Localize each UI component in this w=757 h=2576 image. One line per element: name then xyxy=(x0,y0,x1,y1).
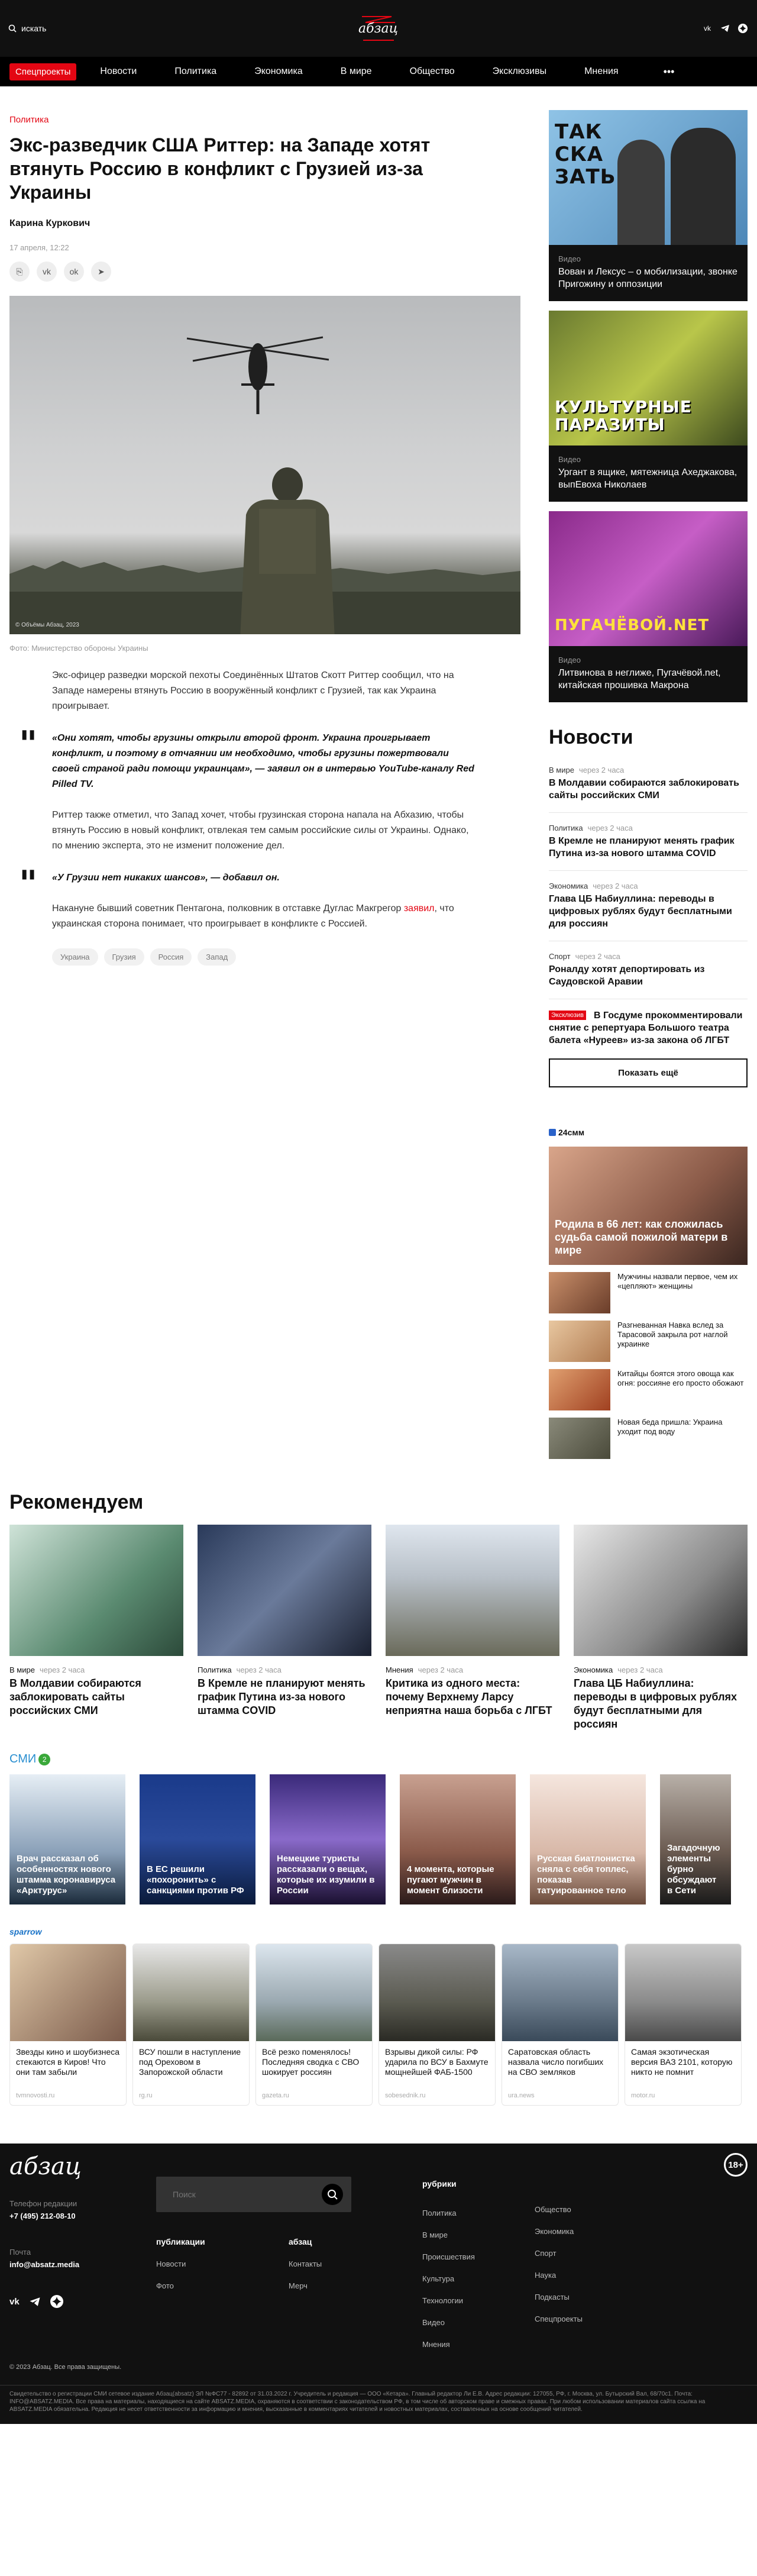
video-thumbnail xyxy=(549,511,748,646)
recommend-rubric: Политика xyxy=(198,1665,232,1674)
recommend-title: В Молдавии собираются заблокировать сайты российских СМИ xyxy=(9,1677,141,1716)
sparrow-widget xyxy=(0,1944,757,2106)
smi-item[interactable] xyxy=(549,1369,748,1410)
article-title: Экс-разведчик США Риттер: на Западе хотят втянуть Россию в конфликт с Грузией из-за Украины xyxy=(9,134,431,203)
footer-search xyxy=(156,2177,351,2212)
footer-col-heading: публикации xyxy=(156,2237,205,2246)
age-badge: 18+ xyxy=(724,2153,748,2177)
sparrow-title: Взрывы дикой силы: РФ ударила по ВСУ в Бахмуте мощнейшей ФАБ-1500 xyxy=(385,2047,489,2077)
sparrow-card[interactable] xyxy=(132,1944,250,2106)
smi2-card-title: Загадочную элементы бурно обсуждают в Сети xyxy=(667,1843,720,1896)
tag-georgia[interactable]: Грузия xyxy=(104,948,144,966)
smi-item-title: Новая беда пришла: Украина уходит под воду xyxy=(617,1418,723,1436)
search-icon xyxy=(322,2184,343,2205)
recommend-title: Критика из одного места: почему Верхнему Ларсу неприятна наша борьба с ЛГБТ xyxy=(386,1677,552,1716)
news-rubric: Политика xyxy=(549,824,583,832)
footer-rubrics-2 xyxy=(535,2205,583,2336)
smi-feature-title: Родила в 66 лет: как сложилась судьба самой пожилой матери в мире xyxy=(555,1218,728,1256)
smi-item[interactable] xyxy=(549,1272,748,1313)
footer-rubrics xyxy=(422,2179,475,2362)
smi-thumbnail xyxy=(549,1369,610,1410)
news-item[interactable] xyxy=(549,882,748,941)
footer-link-podcasts[interactable]: Подкасты xyxy=(535,2293,570,2301)
news-time: через 2 часа xyxy=(593,882,638,890)
share-buttons xyxy=(9,262,520,282)
smi2-logo-num: 2 xyxy=(38,1754,50,1765)
footer-link-photo[interactable]: Фото xyxy=(156,2281,174,2290)
smi-item-title: Разгневанная Навка вслед за Тарасовой закрыла рот наглой украинке xyxy=(617,1321,728,1348)
smi2-card[interactable] xyxy=(270,1774,386,1904)
smi-item-title: Китайцы боятся этого овоща как огня: россияне его просто обожают xyxy=(617,1369,744,1387)
video-thumbnail xyxy=(549,110,748,245)
sparrow-image xyxy=(10,1944,126,2041)
smi2-card-title: Врач рассказал об особенностях нового штамма коронавируса «Арктурус» xyxy=(17,1854,116,1896)
nav-item-exclusive[interactable]: Эксклюзивы xyxy=(492,66,547,76)
news-item[interactable] xyxy=(549,952,748,999)
footer-link-economy[interactable]: Экономика xyxy=(535,2227,574,2236)
search-toggle[interactable] xyxy=(8,24,46,33)
telegram-share-icon[interactable]: ➤ xyxy=(91,262,111,282)
recommend-time: через 2 часа xyxy=(617,1665,663,1674)
smi-thumbnail xyxy=(549,1272,610,1313)
sparrow-title: Всё резко поменялось! Последняя сводка с СВО шокирует россиян xyxy=(262,2047,360,2077)
search-icon xyxy=(8,24,17,33)
video-overlay-text: ПУГАЧЁВОЙ.NET xyxy=(555,616,710,634)
footer-copyright: © 2023 Абзац. Все права защищены. xyxy=(9,2364,122,2371)
smi-thumbnail xyxy=(549,1418,610,1459)
footer-absatz xyxy=(289,2237,322,2303)
smi2-card[interactable] xyxy=(660,1774,731,1904)
news-title: В Госдуме прокомментировали снятие с репертуара Большого театра балета «Нуреев» из-за закона об ЛГБТ xyxy=(549,1011,743,1045)
paragraph-3-link[interactable]: заявил xyxy=(403,903,435,913)
smi-item[interactable] xyxy=(549,1418,748,1459)
video-title: Ургант в ящике, мятежница Ахеджакова, выпЕвоха Николаев xyxy=(558,467,737,490)
telegram-icon[interactable] xyxy=(719,22,731,34)
smi-item-title: Мужчины назвали первое, чем их «цепляют» женщины xyxy=(617,1272,738,1290)
smi-widget-logo xyxy=(549,1128,748,1137)
footer-search-button[interactable] xyxy=(322,2184,343,2205)
footer-contacts xyxy=(9,2199,79,2308)
sparrow-source: ura.news xyxy=(508,2092,535,2099)
footer-link-society[interactable]: Общество xyxy=(535,2205,571,2214)
sparrow-source: motor.ru xyxy=(631,2092,655,2099)
footer-link-special[interactable]: Спецпроекты xyxy=(535,2314,583,2323)
sparrow-logo: sparrow xyxy=(9,1927,42,1936)
vk-share-icon[interactable]: vk xyxy=(37,262,57,282)
recommend-list xyxy=(0,1525,757,1731)
tag-west[interactable]: Запад xyxy=(198,948,236,966)
recommend-title: Глава ЦБ Набиуллина: переводы в цифровых рублях будут бесплатными для россиян xyxy=(574,1677,737,1730)
smi2-card-title: Немецкие туристы рассказали о вещах, которые их изумили в России xyxy=(277,1854,375,1896)
sparrow-image xyxy=(625,1944,741,2041)
recommend-title: В Кремле не планируют менять график Путина из-за нового штамма COVID xyxy=(198,1677,365,1716)
footer-socials xyxy=(9,2295,79,2308)
footer-link-opinions[interactable]: Мнения xyxy=(422,2340,450,2349)
vk-icon[interactable]: vk xyxy=(704,24,711,33)
footer-col-heading: абзац xyxy=(289,2237,312,2246)
site-logo[interactable] xyxy=(349,14,408,44)
search-label: искать xyxy=(21,24,47,33)
recommend-image xyxy=(574,1525,748,1656)
article-rubric[interactable]: Политика xyxy=(9,115,49,125)
footer-link-politics[interactable]: Политика xyxy=(422,2209,457,2217)
nav-more-button[interactable]: ••• xyxy=(663,65,675,78)
sparrow-source: tvmnovosti.ru xyxy=(16,2092,55,2099)
article-author[interactable]: Карина Куркович xyxy=(9,218,90,228)
smi2-logo xyxy=(9,1752,748,1766)
recommend-card[interactable] xyxy=(574,1525,748,1731)
nav-item-society[interactable]: Общество xyxy=(409,66,455,76)
smi-feature-card[interactable] xyxy=(549,1147,748,1265)
video-tag: Видео xyxy=(558,455,581,464)
video-overlay-text: ТАК СКА ЗАТЬ xyxy=(555,120,616,189)
article-photo xyxy=(9,296,520,634)
smi2-card-title: Русская биатлонистка сняла с себя топлес, показав татуированное тело xyxy=(537,1854,635,1896)
nav-item-politics[interactable]: Политика xyxy=(174,66,217,76)
quote-1 xyxy=(19,724,478,792)
video-title: Литвинова в неглиже, Пугачёвой.net, китайская прошивка Макрона xyxy=(558,668,721,690)
phone-label: Телефон редакции xyxy=(9,2199,77,2208)
nav-special-projects[interactable]: Спецпроекты xyxy=(9,63,76,80)
logo-text: абзац xyxy=(358,21,399,36)
smi-item[interactable] xyxy=(549,1321,748,1362)
sparrow-card[interactable] xyxy=(9,1944,127,2106)
sparrow-card[interactable] xyxy=(625,1944,742,2106)
news-item[interactable] xyxy=(549,1010,748,1047)
recommend-card[interactable] xyxy=(9,1525,183,1731)
footer-link-tech[interactable]: Технологии xyxy=(422,2296,464,2305)
recommend-heading: Рекомендуем xyxy=(9,1491,144,1513)
header-socials xyxy=(701,22,749,34)
news-rubric: Спорт xyxy=(549,952,571,961)
recommend-time: через 2 часа xyxy=(39,1665,85,1674)
news-title: Глава ЦБ Набиуллина: переводы в цифровых рублях будут бесплатными для россиян xyxy=(549,894,732,929)
dzen-icon[interactable] xyxy=(50,2295,63,2308)
tag-russia[interactable]: Россия xyxy=(150,948,192,966)
footer-link-world[interactable]: В мире xyxy=(422,2230,448,2239)
video-thumbnail xyxy=(549,311,748,446)
smi2-card[interactable] xyxy=(400,1774,516,1904)
sparrow-title: Саратовская область назвала число погибших на СВО земляков xyxy=(508,2047,604,2077)
smi-logo-text: 24смм xyxy=(558,1128,585,1137)
recommend-image xyxy=(386,1525,559,1656)
video-card[interactable] xyxy=(549,511,748,702)
show-more-button[interactable]: Показать ещё xyxy=(549,1058,748,1087)
video-tag: Видео xyxy=(558,656,581,664)
quote-2 xyxy=(19,863,478,905)
footer-link-science[interactable]: Наука xyxy=(535,2271,557,2280)
paragraph-3-text-after: , что украинская сторона понимает, что проигрывает в конфликте с Россией. xyxy=(52,903,454,929)
recommend-time: через 2 часа xyxy=(418,1665,464,1674)
paragraph-2: Риттер также отметил, что Запад хочет, чтобы грузинская сторона напала на Абхазию, чтобы втянуть Россию в новый конфликт, отвлекая тем самым российские силы от Украины. Однако, по мнению эксперта, это не изменит положение дел. xyxy=(52,810,469,851)
news-time: через 2 часа xyxy=(587,824,633,832)
recommend-card[interactable] xyxy=(386,1525,559,1731)
photo-caption: Фото: Министерство обороны Украины xyxy=(9,644,148,653)
smi2-card[interactable] xyxy=(530,1774,646,1904)
news-rubric: Экономика xyxy=(549,882,588,890)
sparrow-image xyxy=(379,1944,495,2041)
ok-share-icon[interactable]: ok xyxy=(64,262,84,282)
mail-value[interactable]: info@absatz.media xyxy=(9,2260,80,2269)
article-body xyxy=(19,668,478,966)
video-card[interactable] xyxy=(549,110,748,301)
smi2-card-title: 4 момента, которые пугают мужчин в момент близости xyxy=(407,1864,494,1896)
news-rubric: В мире xyxy=(549,766,574,774)
nav-item-economy[interactable]: Экономика xyxy=(254,66,303,76)
news-list xyxy=(549,766,748,1047)
phone-value[interactable]: +7 (495) 212-08-10 xyxy=(9,2212,76,2220)
sparrow-image xyxy=(502,1944,618,2041)
news-heading: Новости xyxy=(549,726,633,748)
quote-2-text: «У Грузии нет никаких шансов», — добавил он. xyxy=(52,873,280,883)
recommend-time: через 2 часа xyxy=(236,1665,282,1674)
article-date: 17 апреля, 12:22 xyxy=(9,243,69,252)
smi-logo-icon xyxy=(549,1129,556,1136)
footer-link-video[interactable]: Видео xyxy=(422,2318,445,2327)
footer-search-input[interactable] xyxy=(156,2177,316,2212)
paragraph-3-text-before: Накануне бывший советник Пентагона, полковник в отставке Дуглас Макгрегор xyxy=(52,903,402,913)
smi2-card-title: В ЕС решили «похоронить» с санкциями против РФ xyxy=(147,1864,244,1896)
copy-link-icon[interactable]: ⎘ xyxy=(9,262,30,282)
sparrow-source: gazeta.ru xyxy=(262,2092,289,2099)
smi2-card[interactable] xyxy=(140,1774,255,1904)
footer-link-sport[interactable]: Спорт xyxy=(535,2249,557,2258)
footer-logo[interactable]: абзац xyxy=(9,2153,82,2180)
nav-item-world[interactable]: В мире xyxy=(340,66,372,76)
news-item[interactable] xyxy=(549,824,748,871)
paragraph-1: Экс-офицер разведки морской пехоты Соединённых Штатов Скотт Риттер сообщил, что на Западе намерены втянуть Россию в вооружённый конфликт с Грузией, так как Украина проигрывает. xyxy=(52,670,454,711)
nav-item-opinions[interactable]: Мнения xyxy=(584,66,619,76)
video-card[interactable] xyxy=(549,311,748,502)
sparrow-card[interactable] xyxy=(378,1944,496,2106)
recommend-rubric: Экономика xyxy=(574,1665,613,1674)
sparrow-source: sobesednik.ru xyxy=(385,2092,426,2099)
site-header xyxy=(0,0,757,57)
nav-item-news[interactable]: Новости xyxy=(100,66,137,76)
sparrow-source: rg.ru xyxy=(139,2092,153,2099)
main-nav xyxy=(0,57,757,86)
article xyxy=(9,110,520,1459)
exclusive-badge: Эксклюзив xyxy=(549,1011,586,1020)
site-footer xyxy=(0,2144,757,2385)
sparrow-title: Самая экзотическая версия ВАЗ 2101, которую никто не помнит xyxy=(631,2047,733,2077)
video-title: Вован и Лексус – о мобилизации, звонке Пригожину и оппозиции xyxy=(558,267,737,289)
article-tags xyxy=(52,948,478,966)
footer-link-news[interactable]: Новости xyxy=(156,2259,186,2268)
quote-icon: " xyxy=(19,724,38,765)
footer-col-heading: рубрики xyxy=(422,2179,457,2188)
sparrow-card[interactable] xyxy=(255,1944,373,2106)
sparrow-title: Звезды кино и шоубизнеса стекаются в Киров! Что они там забыли xyxy=(16,2047,120,2077)
recommend-image xyxy=(9,1525,183,1656)
smi2-card[interactable] xyxy=(9,1774,125,1904)
sparrow-image xyxy=(133,1944,249,2041)
recommend-rubric: Мнения xyxy=(386,1665,413,1674)
sparrow-card[interactable] xyxy=(502,1944,619,2106)
smi2-widget xyxy=(0,1752,757,1904)
news-title: В Молдавии собираются заблокировать сайты российских СМИ xyxy=(549,778,739,800)
smi2-logo-text: СМИ xyxy=(9,1752,37,1765)
video-overlay-text: КУЛЬТУРНЫЕ ПАРАЗИТЫ xyxy=(555,397,692,434)
quote-icon: " xyxy=(19,863,38,905)
mail-label: Почта xyxy=(9,2248,31,2257)
footer-link-incidents[interactable]: Происшествия xyxy=(422,2252,475,2261)
sidebar xyxy=(549,110,748,1459)
tag-ukraine[interactable]: Украина xyxy=(52,948,98,966)
recommend-image xyxy=(198,1525,371,1656)
footer-link-culture[interactable]: Культура xyxy=(422,2274,455,2283)
news-item[interactable] xyxy=(549,766,748,813)
paragraph-3 xyxy=(52,901,478,932)
vk-icon[interactable]: vk xyxy=(9,2296,20,2307)
footer-link-merch[interactable]: Мерч xyxy=(289,2281,308,2290)
smi-thumbnail xyxy=(549,1321,610,1362)
video-tag: Видео xyxy=(558,254,581,263)
recommend-rubric: В мире xyxy=(9,1665,35,1674)
quote-1-text: «Они хотят, чтобы грузины открыли второй фронт. Украина проигрывает конфликт, и поэтому в отчаянии им необходимо, чтобы грузины пожертвовали своей страной ради помощи украинцам», — заявил он в интервью YouTube-каналу Red Pilled TV. xyxy=(52,733,474,789)
recommend-card[interactable] xyxy=(198,1525,371,1731)
footer-publications xyxy=(156,2237,205,2303)
sparrow-title: ВСУ пошли в наступление под Ореховом в Запорожской области xyxy=(139,2047,241,2077)
dzen-icon[interactable] xyxy=(737,22,749,34)
news-title: В Кремле не планируют менять график Путина из-за нового штамма COVID xyxy=(549,836,735,858)
news-time: через 2 часа xyxy=(578,766,625,774)
footer-legal: Свидетельство о регистрации СМИ сетевое издание Абзац(absatz) ЭЛ №ФС77 - 82892 от 31.03.2022 г. Учредитель и редакция — ООО «Кетара». Главный редактор Ли Е.В. Адрес редакции: 127055, РФ, г. Москва, ул. Бутырский Вал, 68/70с1. Почта: INFO@ABSATZ.MEDIA. Все права на материалы, находящиеся на сайте ABSATZ.MEDIA, охраняются в соответствии с законодательством РФ, в том числе об авторском праве и смежных правах. При любом использовании материалов сайта ссылка на ABSATZ.MEDIA обязательна. Редакция не несет ответственности за информацию и мнения, высказанные в комментариях читателей и новостных материалах, составленных на основе сообщений читателей. xyxy=(0,2385,757,2424)
footer-link-contacts[interactable]: Контакты xyxy=(289,2259,322,2268)
photo-copyright: © Объёмы Абзац, 2023 xyxy=(15,622,79,628)
sparrow-image xyxy=(256,1944,372,2041)
telegram-icon[interactable] xyxy=(29,2297,41,2307)
news-title: Роналду хотят депортировать из Саудовской Аравии xyxy=(549,964,705,987)
news-time: через 2 часа xyxy=(575,952,620,961)
